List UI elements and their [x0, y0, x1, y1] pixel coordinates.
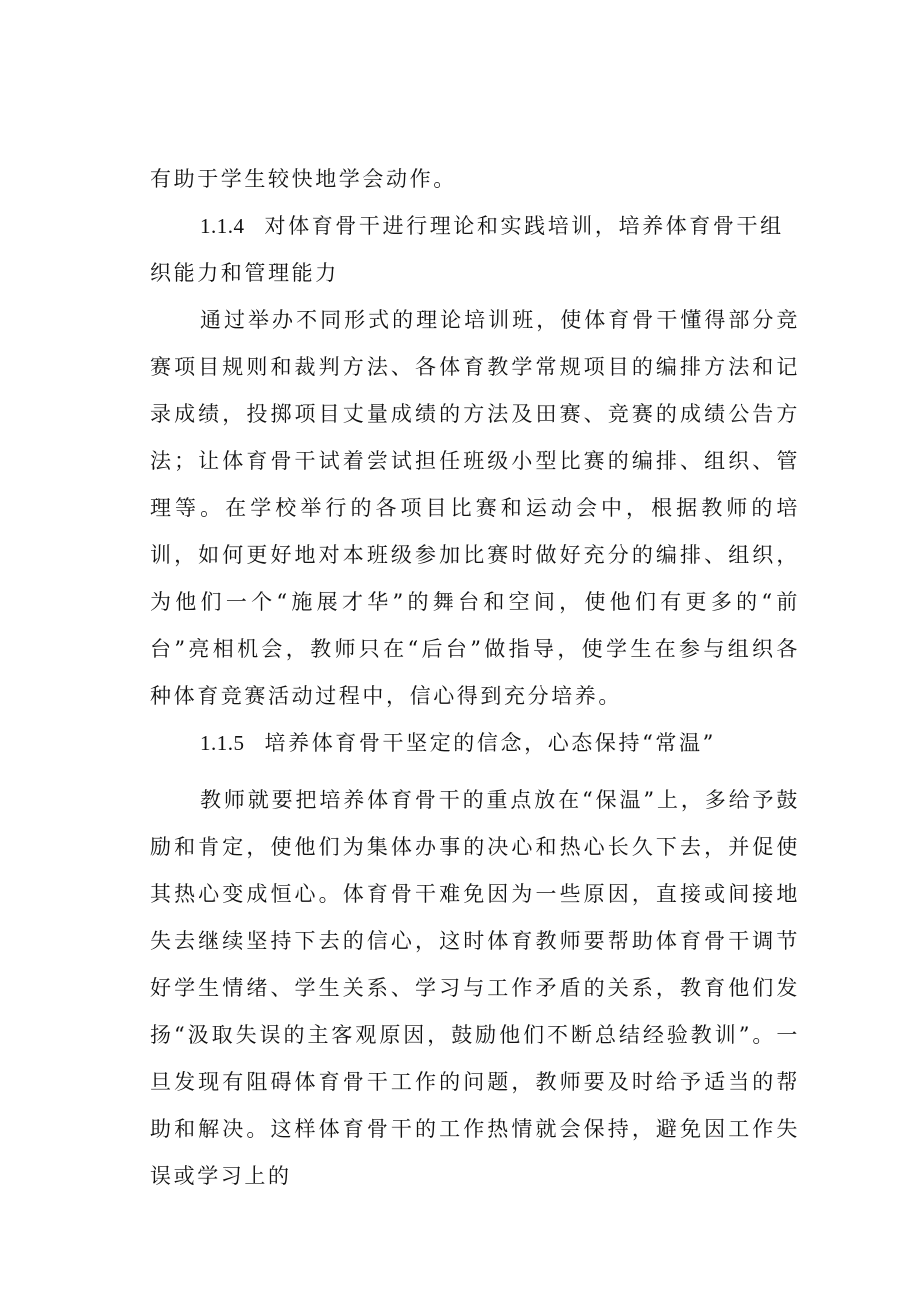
- paragraph-encouragement: 教师就要把培养体育骨干的重点放在“保温”上，多给予鼓励和肯定，使他们为集体办事的决心和热心长久下去，并促使其热心变成恒心。体育骨干难免因为一些原因，直接或间接地失去继续坚持下去的信心，这时体育教师要帮助体育骨干调节好学生情绪、学生关系、学习与工作矛盾的关系，教育他们发扬“汲取失误的主客观原因，鼓励他们不断总结经验教训”。一旦发现有阻碍体育骨干工作的问题，教师要及时给予适当的帮助和解决。这样体育骨干的工作热情就会保持，避免因工作失误或学习上的: [150, 788, 800, 1188]
- section-heading-1-1-4: [150, 203, 800, 297]
- section-title: 培养体育骨干坚定的信念，心态保持“常温”: [264, 731, 716, 755]
- paragraph-training: 通过举办不同形式的理论培训班，使体育骨干懂得部分竞赛项目规则和裁判方法、各体育教学常规项目的编排方法和记录成绩，投掷项目丈量成绩的方法及田赛、竞赛的成绩公告方法；让体育骨干试着尝试担任班级小型比赛的编排、组织、管理等。在学校举行的各项目比赛和运动会中，根据教师的培训，如何更好地对本班级参加比赛时做好充分的编排、组织，为他们一个“施展才华”的舞台和空间，使他们有更多的“前台”亮相机会，教师只在“后台”做指导，使学生在参与组织各种体育竞赛活动过程中，信心得到充分培养。: [150, 308, 800, 708]
- paragraph-continuation: 有助于学生较快地学会动作。: [150, 167, 457, 191]
- section-heading-1-1-5: [150, 720, 800, 767]
- section-title: 对体育骨干进行理论和实践培训，培养体育骨干组织能力和管理能力: [150, 214, 784, 285]
- section-number: 1.1.5: [200, 731, 245, 755]
- document-body: [150, 156, 800, 1200]
- section-number: 1.1.4: [200, 214, 245, 238]
